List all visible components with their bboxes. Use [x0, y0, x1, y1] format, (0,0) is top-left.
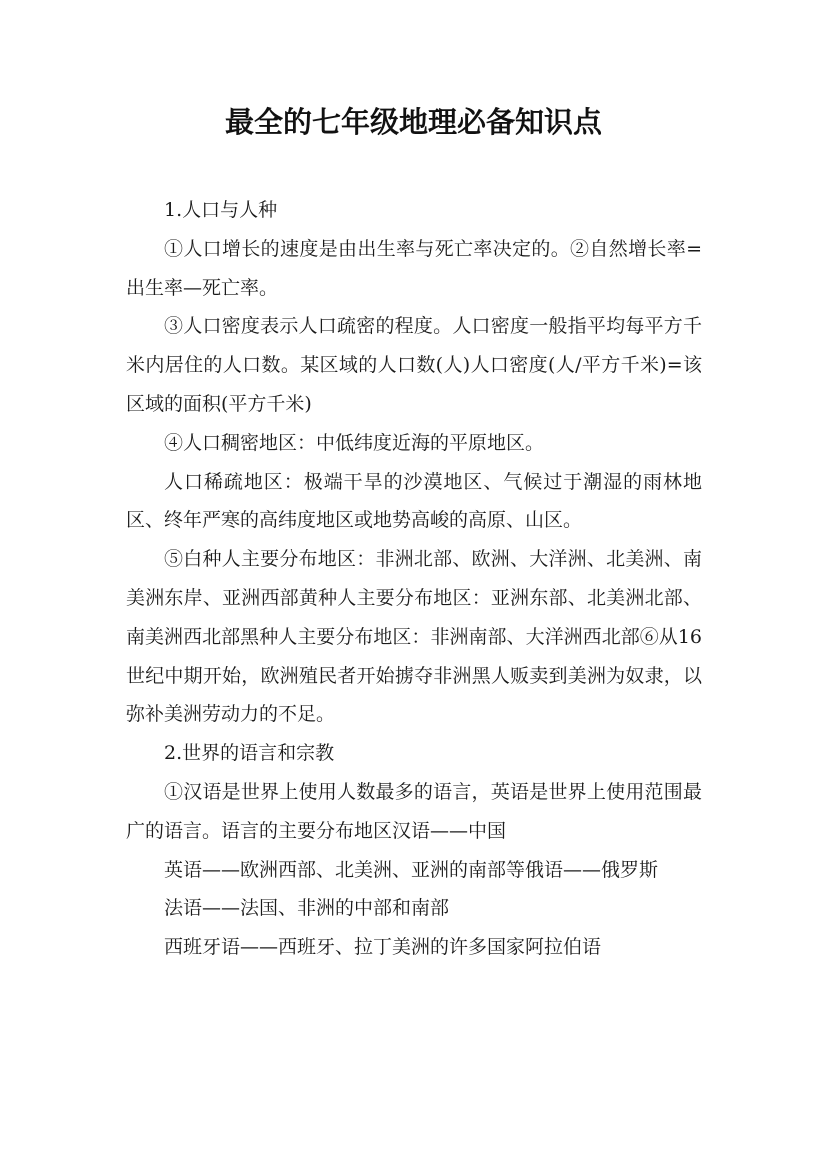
paragraph: 西班牙语——西班牙、拉丁美洲的许多国家阿拉伯语: [164, 936, 602, 959]
paragraph: ④人口稠密地区：中低纬度近海的平原地区。: [164, 431, 545, 454]
document-body: [126, 191, 702, 967]
paragraph: 英语——欧洲西部、北美洲、亚洲的南部等俄语——俄罗斯: [164, 858, 659, 881]
paragraph: 法语——法国、非洲的中部和南部: [164, 897, 450, 920]
section-heading-population: 1.人口与人种: [164, 199, 278, 221]
paragraph: ①汉语是世界上使用人数最多的语言，英语是世界上使用范围最广的语言。语言的主要分布地区汉语——中国: [126, 780, 702, 842]
paragraph: 人口稀疏地区：极端干旱的沙漠地区、气候过于潮湿的雨林地区、终年严寒的高纬度地区或地势高峻的高原、山区。: [126, 470, 702, 532]
paragraph: ①人口增长的速度是由出生率与死亡率决定的。②自然增长率=出生率—死亡率。: [126, 237, 702, 299]
document-title: 最全的七年级地理必备知识点: [224, 105, 602, 139]
paragraph: ③人口密度表示人口疏密的程度。人口密度一般指平均每平方千米内居住的人口数。某区域的人口数(人)人口密度(人/平方千米)=该区域的面积(平方千米): [126, 315, 702, 415]
section-heading-language-religion: 2.世界的语言和宗教: [164, 742, 335, 765]
paragraph: ⑤白种人主要分布地区：非洲北部、欧洲、大洋洲、北美洲、南美洲东岸、亚洲西部黄种人主要分布地区：亚洲东部、北美洲北部、南美洲西北部黑种人主要分布地区：非洲南部、大洋洲西北部⑥从16世纪中期开始，欧洲殖民者开始掳夺非洲黑人贩卖到美洲为奴隶，以弥补美洲劳动力的不足。: [126, 548, 702, 726]
